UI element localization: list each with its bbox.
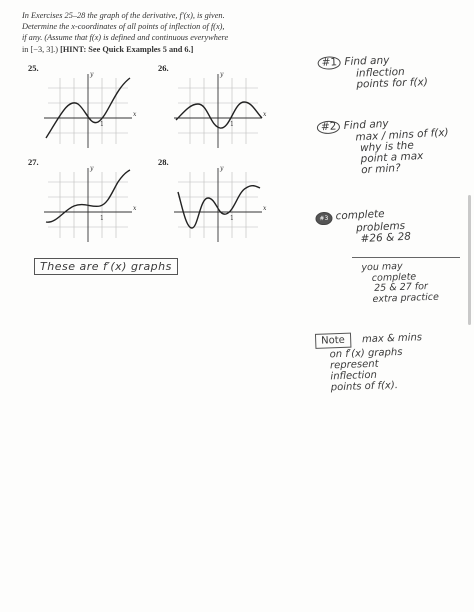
note-2-line-3: why is the <box>359 139 415 155</box>
graphs-caption: These are f′(x) graphs <box>40 260 172 273</box>
x-label-27: x <box>133 205 137 212</box>
note-box-line-3: represent <box>329 358 379 372</box>
tick-one-27: 1 <box>100 215 104 222</box>
note-3 <box>315 208 411 248</box>
y-label-28: y <box>220 165 224 172</box>
note-box-section <box>315 332 424 394</box>
note-2 <box>317 115 451 179</box>
note-3-label: #3 <box>315 212 333 226</box>
y-label-27: y <box>90 165 94 172</box>
note-3-line-3: #26 & 28 <box>360 230 412 246</box>
optional-note-line-2: complete <box>371 270 417 284</box>
instructions-line-4: in [−3, 3].) <box>22 44 59 54</box>
note-2-line-5: or min? <box>360 162 401 177</box>
instructions-line-3: if any. (Assume that f(x) is defined and continuous everywhere <box>22 33 229 43</box>
tick-one-28: 1 <box>230 215 234 222</box>
optional-note-line-4: extra practice <box>372 291 440 305</box>
note-3-line-1: complete <box>335 207 385 223</box>
graph-28 <box>168 162 268 244</box>
optional-note-line-3: 25 & 27 for <box>373 281 429 294</box>
separator-line <box>352 257 460 258</box>
note-box-line-2: on f′(x) graphs <box>329 346 403 361</box>
note-label: Note <box>315 333 351 349</box>
instructions-line-2: Determine the x-coordinates of all points of inflection of f(x), <box>22 22 225 32</box>
optional-note <box>361 261 439 306</box>
vertical-scrollbar[interactable] <box>468 195 471 325</box>
graph-27 <box>38 162 138 244</box>
y-label-26: y <box>220 71 224 78</box>
x-label-26: x <box>263 111 267 118</box>
exercise-26-number: 26. <box>158 63 169 73</box>
exercise-27-number: 27. <box>28 157 39 167</box>
graph-25 <box>38 68 138 150</box>
optional-note-line-1: you may <box>361 260 403 274</box>
instructions-text <box>22 10 312 55</box>
hint-text: [HINT: See Quick Examples 5 and 6.] <box>60 44 194 54</box>
tick-one-26: 1 <box>230 121 234 128</box>
graphs-caption-box <box>34 258 178 275</box>
note-box-line-1: max & mins <box>361 332 423 346</box>
x-label-25: x <box>133 111 137 118</box>
tick-one-25: 1 <box>100 121 104 128</box>
note-3-line-2: problems <box>355 219 406 235</box>
note-1-line-2: inflection <box>355 65 405 80</box>
note-2-line-1: Find any <box>343 117 389 133</box>
exercise-25-number: 25. <box>28 63 39 73</box>
note-2-label: #2 <box>317 120 341 134</box>
note-1-line-3: points for f(x) <box>356 76 429 91</box>
instructions-line-1: In Exercises 25–28 the graph of the derivative, f′(x), is given. <box>22 11 225 20</box>
y-label-25: y <box>90 71 94 78</box>
note-box-line-4: inflection <box>330 369 378 383</box>
curve-28 <box>178 186 260 228</box>
curve-26 <box>176 102 262 128</box>
graph-26 <box>168 68 268 150</box>
note-box-line-5: points of f(x). <box>330 380 399 394</box>
note-1 <box>317 53 428 92</box>
note-2-line-2: max / mins of f(x) <box>355 126 449 144</box>
exercise-28-number: 28. <box>158 157 169 167</box>
x-label-28: x <box>263 205 267 212</box>
note-2-line-4: point a max <box>360 149 424 166</box>
note-1-line-1: Find any <box>344 54 390 68</box>
note-1-label: #1 <box>317 56 341 70</box>
